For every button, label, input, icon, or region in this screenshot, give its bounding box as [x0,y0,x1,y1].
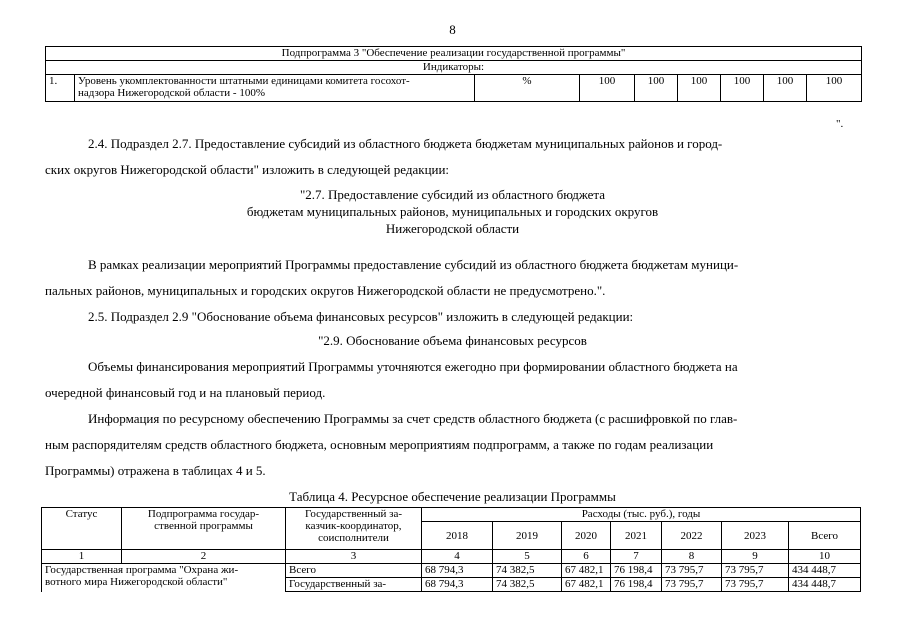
value-cell: 73 795,7 [662,578,722,592]
col-number: 7 [611,550,662,564]
paragraph-line: ным распорядителям средств областного бюджета, основным мероприятиям подпрограмм, а также по годам реализации [45,437,714,452]
paragraph-line: В рамках реализации мероприятий Программы предоставление субсидий из областного бюджета бюджетам муници- [88,257,739,272]
table-row [42,564,861,578]
indicators-label: Индикаторы: [46,61,862,75]
year-header: 2023 [722,522,789,550]
col-number: 4 [422,550,493,564]
indicator-value: 100 [635,75,678,102]
value-cell: 74 382,5 [493,564,562,578]
paragraph-line: ских округов Нижегородской области" изложить в следующей редакции: [45,162,450,177]
indicator-value: 100 [580,75,635,102]
col-number: 9 [722,550,789,564]
closing-quote: ". [836,118,844,130]
indicator-name [75,75,475,102]
value-cell: 73 795,7 [662,564,722,578]
subprogram-title: Подпрограмма 3 "Обеспечение реализации государственной программы" [46,47,862,61]
program-name-line: вотного мира Нижегородской области" [45,576,228,588]
indicator-unit: % [475,75,580,102]
program-name [42,564,286,592]
program-name-line: Государственная программа "Охрана жи- [45,564,239,576]
table-caption: Таблица 4. Ресурсное обеспечение реализации Программы [289,489,616,504]
col-customer-line: Государственный за- [304,508,403,520]
row-number: 1. [46,75,75,102]
paragraph-line: Объемы финансирования мероприятий Программы уточняются ежегодно при формировании областного бюджета на [88,359,738,374]
col-subprogram [122,508,286,550]
col-number: 3 [286,550,422,564]
col-number: 10 [789,550,861,564]
value-cell: 76 198,4 [611,578,662,592]
col-number: 1 [42,550,122,564]
col-number: 8 [662,550,722,564]
col-status: Статус [42,508,122,550]
section-heading: бюджетам муниципальных районов, муниципальных и городских округов [246,204,659,219]
value-cell: 73 795,7 [722,564,789,578]
section-heading: "2.7. Предоставление субсидий из областного бюджета [299,187,606,202]
paragraph-line: 2.5. Подраздел 2.9 "Обоснование объема финансовых ресурсов" изложить в следующей редакции: [88,309,634,324]
section-heading: "2.9. Обоснование объема финансовых ресурсов [318,333,587,348]
col-customer [286,508,422,550]
paragraph-line: Программы) отражена в таблицах 4 и 5. [45,463,266,478]
year-header: Всего [789,522,861,550]
indicator-value: 100 [721,75,764,102]
indicator-name-line: Уровень укомплектованности штатными единицами комитета госохот- [78,75,410,87]
value-cell: 434 448,7 [789,578,861,592]
customer-cell: Государственный за- [286,578,422,592]
paragraph-line: очередной финансовый год и на плановый период. [45,385,326,400]
year-header: 2019 [493,522,562,550]
col-number: 5 [493,550,562,564]
col-subprogram-line: ственной программы [154,520,253,532]
value-cell: 434 448,7 [789,564,861,578]
table-row [46,75,862,102]
col-number: 2 [122,550,286,564]
page-number: 8 [449,22,456,37]
value-cell: 73 795,7 [722,578,789,592]
indicator-value: 100 [807,75,862,102]
col-customer-line: соисполнители [318,532,389,544]
customer-cell: Всего [286,564,422,578]
indicator-value: 100 [764,75,807,102]
year-header: 2018 [422,522,493,550]
indicator-value: 100 [678,75,721,102]
year-header: 2021 [611,522,662,550]
year-header: 2020 [562,522,611,550]
value-cell: 68 794,3 [422,578,493,592]
value-cell: 74 382,5 [493,578,562,592]
indicator-name-line: надзора Нижегородской области - 100% [78,87,265,99]
value-cell: 76 198,4 [611,564,662,578]
resource-table [41,507,861,592]
section-heading: Нижегородской области [385,221,520,236]
col-number: 6 [562,550,611,564]
paragraph-line: 2.4. Подраздел 2.7. Предоставление субсидий из областного бюджета бюджетам муниципальных районов и город- [88,136,723,151]
col-expenses: Расходы (тыс. руб.), годы [422,508,861,522]
paragraph-line: Информация по ресурсному обеспечению Программы за счет средств областного бюджета (с расшифровкой по глав- [88,411,738,426]
value-cell: 68 794,3 [422,564,493,578]
indicators-table [45,46,862,102]
col-customer-line: казчик-координатор, [305,520,402,532]
col-subprogram-line: Подпрограмма государ- [147,508,260,520]
value-cell: 67 482,1 [562,564,611,578]
value-cell: 67 482,1 [562,578,611,592]
year-header: 2022 [662,522,722,550]
paragraph-line: пальных районов, муниципальных и городских округов Нижегородской области не предусмотрено.". [45,283,606,298]
